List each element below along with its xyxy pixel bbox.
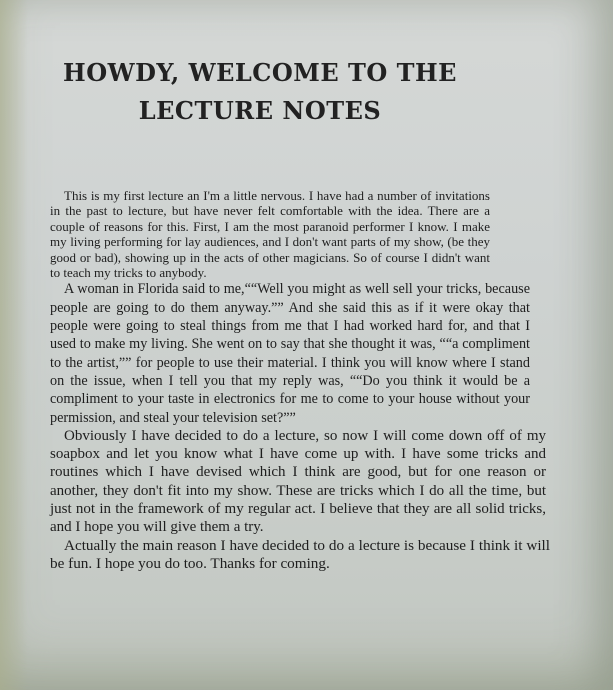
body-text bbox=[50, 188, 550, 574]
paragraph-2: A woman in Florida said to me,““Well you might as well sell your tricks, because people are going to do them anyway.”” And she said this as if it were okay that people were going to steal things from me that I had worked hard for, and that I used to make my living. She went on to say that she thought it was, ““a compliment to the artist,”” for people to use their material. I think you will know where I stand on the issue, when I tell you that my reply was, ““Do you think it would be a compliment to your taste in electronics for me to come to your house without your permission, and steal your television set?”” bbox=[50, 281, 530, 426]
paragraph-3: Obviously I have decided to do a lecture, so now I will come down off of my soapbox and let you know what I have come up with. I have some tricks and routines which I have devised which I think are good, but for one reason or another, they don't fit into my show. These are tricks which I do all the time, but just not in the framework of my regular act. I believe that they are all solid tricks, and I hope you will give them a try. bbox=[50, 427, 546, 536]
paragraph-4: Actually the main reason I have decided to do a lecture is because I think it will be fun. I hope you do too. Thanks for coming. bbox=[50, 536, 550, 573]
page-title: HOWDY, WELCOME TO THE LECTURE NOTES bbox=[63, 58, 457, 125]
paragraph-1: This is my first lecture an I'm a little nervous. I have had a number of invitations in the past to lecture, but have never felt comfortable with the idea. There are a couple of reasons for this. First, I am the most paranoid performer I know. I make my living performing for lay audiences, and I don't want parts of my show, (be they good or bad), showing up in the acts of other magicians. So of course I didn't want to teach my tricks to anybody. bbox=[50, 188, 490, 281]
